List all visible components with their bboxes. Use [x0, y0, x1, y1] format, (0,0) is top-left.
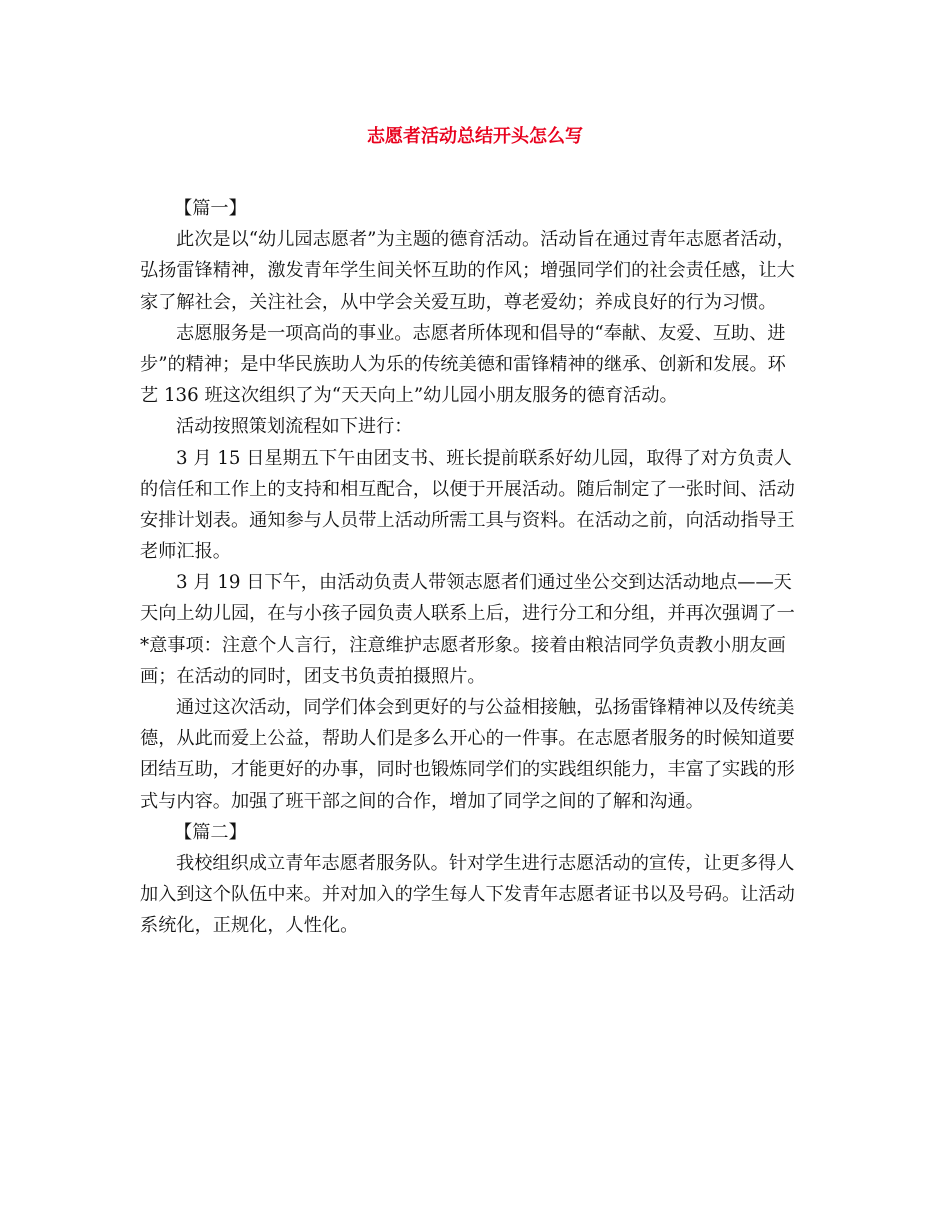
text-line: 艺 136 班这次组织了为“天天向上”幼儿园小朋友服务的德育活动。 [140, 385, 678, 407]
text-line: 德，从此而爱上公益，帮助人们是多么开心的一件事。在志愿者服务的时候知道要 [140, 728, 795, 750]
paragraph-1 [140, 224, 820, 318]
text-line: 安排计划表。通知参与人员带上活动所需工具与资料。在活动之前，向活动指导王 [140, 509, 795, 531]
text-line: 弘扬雷锋精神，激发青年学生间关怀互助的作风；增强同学们的社会责任感，让大 [140, 260, 795, 282]
text-line: 通过这次活动，同学们体会到更好的与公益相接触，弘扬雷锋精神以及传统美 [176, 697, 795, 718]
paragraph-2 [140, 318, 820, 412]
text-line: 式与内容。加强了班干部之间的合作，增加了同学之间的了解和沟通。 [140, 790, 704, 812]
document-body [140, 193, 820, 942]
text-line: 志愿服务是一项高尚的事业。志愿者所体现和倡导的“奉献、友爱、互助、进 [176, 322, 786, 344]
text-line: 画；在活动的同时，团支书负责拍摄照片。 [140, 665, 486, 687]
document-title: 志愿者活动总结开头怎么写 [367, 126, 583, 147]
text-line: 团结互助，才能更好的办事，同时也锻炼同学们的实践组织能力，丰富了实践的形 [140, 759, 795, 781]
text-line: 的信任和工作上的支持和相互配合，以便于开展活动。随后制定了一张时间、活动 [140, 478, 795, 500]
paragraph-6 [140, 692, 820, 817]
text-line: 3 月 15 日星期五下午由团支书、班长提前联系好幼儿园，取得了对方负责人 [176, 447, 792, 469]
paragraph-5 [140, 567, 820, 692]
section-heading-2: 【篇二】 [174, 821, 247, 843]
text-line: 加入到这个队伍中来。并对加入的学生每人下发青年志愿者证书以及号码。让活动 [140, 884, 795, 906]
text-line: 3 月 19 日下午，由活动负责人带领志愿者们通过坐公交到达活动地点——天 [176, 572, 792, 594]
text-line: *意事项：注意个人言行，注意维护志愿者形象。接着由粮洁同学负责教小朋友画 [140, 634, 786, 656]
section-heading-1: 【篇一】 [174, 198, 247, 219]
text-line: 系统化，正规化，人性化。 [140, 915, 359, 937]
text-line: 家了解社会，关注社会，从中学会关爱互助，尊老爱幼；养成良好的行为习惯。 [140, 291, 777, 313]
text-line: 老师汇报。 [140, 541, 231, 563]
text-line: 此次是以“幼儿园志愿者”为主题的德育活动。活动旨在通过青年志愿者活动， [176, 229, 795, 251]
paragraph-4 [140, 443, 820, 568]
paragraph-7 [140, 848, 820, 942]
text-line: 我校组织成立青年志愿者服务队。针对学生进行志愿活动的宣传，让更多得人 [176, 852, 795, 874]
paragraph-3 [140, 411, 820, 442]
text-line: 天向上幼儿园，在与小孩子园负责人联系上后，进行分工和分组，并再次强调了一 [140, 603, 795, 625]
text-line: 活动按照策划流程如下进行： [176, 416, 413, 438]
text-line: 步”的精神；是中华民族助人为乐的传统美德和雷锋精神的继承、创新和发展。环 [140, 353, 786, 375]
